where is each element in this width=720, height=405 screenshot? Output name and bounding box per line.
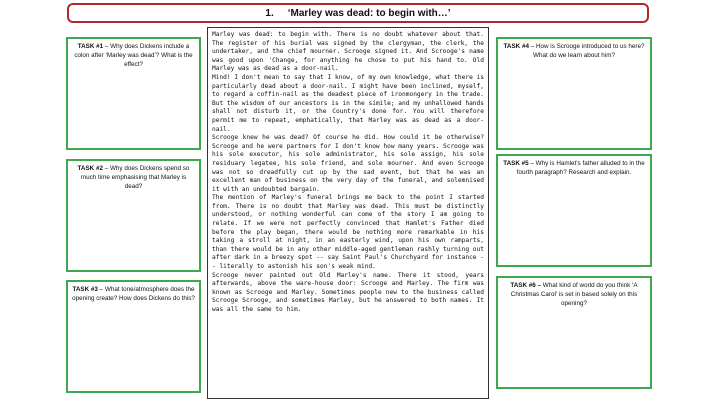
paragraph-1: Marley was dead: to begin with. There is no doubt whatever about that. The register of his burial was signed by the clergyman, the clerk, the undertaker, and the chief mourner. Scrooge signed it. And Scrooge's name was good upon 'Change, for anything he chose to put his hand to. Old Marley was as dead as a door-nail.	[212, 31, 484, 73]
task-label: TASK #5	[503, 160, 529, 167]
title-number: 1.	[265, 7, 274, 19]
task-label: TASK #1	[77, 43, 104, 50]
task-box-4[interactable]	[496, 37, 652, 150]
task-box-3[interactable]	[66, 280, 201, 393]
paragraph-3: Scrooge knew he was dead? Of course he did. How could it be otherwise? Scrooge and he were partners for I don't know how many years. Scrooge was his sole executor, his sole administrator, his sole assign, his sole residuary legatee, his sole friend, and sole mourner. And even Scrooge was not so dreadfully cut up by the sad event, but that he was an excellent man of business on the very day of the funeral, and solemnised it with an undoubted bargain.	[212, 134, 484, 193]
title-banner	[67, 3, 649, 23]
task-box-5[interactable]	[496, 154, 652, 267]
task-label: TASK #3	[72, 286, 98, 293]
task-label: TASK #6 –	[510, 282, 542, 289]
task-box-1[interactable]	[66, 37, 201, 150]
page-title: ‘Marley was dead: to begin with…’	[287, 7, 451, 19]
task-box-2[interactable]	[66, 159, 201, 272]
paragraph-2: Mind! I don't mean to say that I know, of my own knowledge, what there is particularly dead about a door-nail. I might have been inclined, myself, to regard a coffin-nail as the deadest piece of ironmongery in the trade. But the wisdom of our ancestors is in the simile; and my unhallowed hands shall not disturb it, or the Country's done for. You will therefore permit me to repeat, emphatically, that Marley was as dead as a door-nail.	[212, 73, 484, 133]
task-label: TASK #2	[77, 165, 103, 172]
task-box-6[interactable]	[496, 276, 652, 389]
task-label: TASK #4	[503, 43, 529, 50]
task-text: – Why is Hamlet’s father alluded to in the fourth paragraph? Research and explain.	[516, 160, 645, 177]
extract-text-box[interactable]	[207, 27, 489, 399]
task-text: – How is Scrooge introduced to us here? What do we learn about him?	[528, 43, 645, 60]
paragraph-5: Scrooge never painted out Old Marley's name. There it stood, years afterwards, above the ware-house door: Scrooge and Marley. The firm was known as Scrooge and Marley. Sometimes people new to the business called Scrooge Scrooge, and sometimes Marley, but he answered to both names. It was all the same to him.	[212, 271, 484, 313]
task-text: What kind of world do you think ‘A Christmas Carol’ is set in based solely on this opening?	[510, 282, 638, 308]
task-text: – Why does Dickens spend so much time emphasising that Marley is dead?	[80, 165, 190, 191]
paragraph-4: The mention of Marley's funeral brings me back to the point I started from. There is no doubt that Marley was dead. This must be distinctly understood, or nothing wonderful can come of the story I am going to relate. If we were not perfectly convinced that Hamlet's Father died before the play began, there would be nothing more remarkable in his taking a stroll at night, in an easterly wind, upon his own ramparts, than there would be in any other middle-aged gentleman rashly turning out after dark in a breezy spot -- say Saint Paul's Churchyard for instance -- literally to astonish his son's weak mind.	[212, 194, 484, 271]
task-text: – Why does Dickens include a colon after ‘Marley was dead’? What is the effect?	[74, 43, 193, 69]
task-text: – What tone/atmosphere does the opening create? How does Dickens do this?	[72, 286, 195, 303]
